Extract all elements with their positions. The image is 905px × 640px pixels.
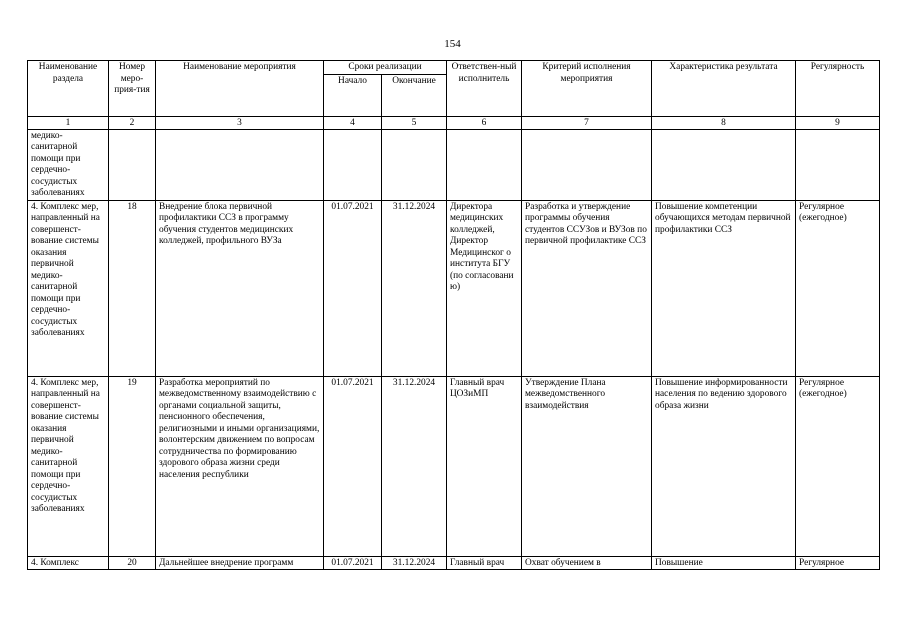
- result-cell: Повышение компетенции обучающихся методам первичной профилактики ССЗ: [652, 200, 796, 376]
- result-cell: Повышение информированности населения по ведению здорового образа жизни: [652, 376, 796, 556]
- header-row: [28, 61, 880, 75]
- start-cell: 01.07.2021: [324, 376, 382, 556]
- result-cell: [652, 129, 796, 200]
- end-cell: [382, 129, 447, 200]
- table-row: [28, 556, 880, 570]
- result-cell: Повышение: [652, 556, 796, 570]
- start-cell: 01.07.2021: [324, 556, 382, 570]
- column-number: 3: [156, 116, 324, 129]
- start-cell: [324, 129, 382, 200]
- criterion-cell: Разработка и утверждение программы обучения студентов ССУЗов и ВУЗов по первичной профилактике ССЗ: [522, 200, 652, 376]
- header-result: Характеристика результата: [652, 61, 796, 117]
- column-number: 9: [796, 116, 880, 129]
- column-number: 2: [109, 116, 156, 129]
- name-cell: Внедрение блока первичной профилактики ССЗ в программу обучения студентов медицинских колледжей, профильного ВУЗа: [156, 200, 324, 376]
- number-cell: [109, 129, 156, 200]
- name-cell: Дальнейшее внедрение программ: [156, 556, 324, 570]
- executor-cell: [447, 129, 522, 200]
- column-number-row: [28, 116, 880, 129]
- table-row: [28, 376, 880, 556]
- criterion-cell: Охват обучением в: [522, 556, 652, 570]
- column-number: 4: [324, 116, 382, 129]
- column-number: 7: [522, 116, 652, 129]
- number-cell: 19: [109, 376, 156, 556]
- table-row: [28, 129, 880, 200]
- header-number: Номер меро-прия-тия: [109, 61, 156, 117]
- executor-cell: Главный врач ЦОЗиМП: [447, 376, 522, 556]
- header-executor: Ответствен-ный исполнитель: [447, 61, 522, 117]
- section-cell: 4. Комплекс мер, направленный на совершенст-вование системы оказания первичной медико-санитарной помощи при сердечно-сосудистых заболеваниях: [28, 376, 109, 556]
- header-end: Окончание: [382, 74, 447, 116]
- section-cell: 4. Комплекс: [28, 556, 109, 570]
- regularity-cell: Регулярное (ежегодное): [796, 200, 880, 376]
- table-row: [28, 200, 880, 376]
- header-criterion: Критерий исполнения мероприятия: [522, 61, 652, 117]
- column-number: 1: [28, 116, 109, 129]
- criterion-cell: Утверждение Плана межведомственного взаимодействия: [522, 376, 652, 556]
- regularity-cell: Регулярное: [796, 556, 880, 570]
- regularity-cell: [796, 129, 880, 200]
- name-cell: Разработка мероприятий по межведомственному взаимодействию с органами социальной защиты, пенсионного обеспечения, религиозными и иными организациями, волонтерским движением по вопросам сотрудничества по формированию здорового образа жизни среди населения республики: [156, 376, 324, 556]
- header-start: Начало: [324, 74, 382, 116]
- column-number: 5: [382, 116, 447, 129]
- name-cell: [156, 129, 324, 200]
- header-regularity: Регулярность: [796, 61, 880, 117]
- number-cell: 18: [109, 200, 156, 376]
- executor-cell: Главный врач: [447, 556, 522, 570]
- start-cell: 01.07.2021: [324, 200, 382, 376]
- section-cell: 4. Комплекс мер, направленный на совершенст-вование системы оказания первичной медико-санитарной помощи при сердечно-сосудистых заболеваниях: [28, 200, 109, 376]
- number-cell: 20: [109, 556, 156, 570]
- end-cell: 31.12.2024: [382, 200, 447, 376]
- page-number: 154: [444, 38, 461, 50]
- column-number: 8: [652, 116, 796, 129]
- end-cell: 31.12.2024: [382, 556, 447, 570]
- end-cell: 31.12.2024: [382, 376, 447, 556]
- header-name: Наименование мероприятия: [156, 61, 324, 117]
- column-number: 6: [447, 116, 522, 129]
- activity-plan-table: [27, 60, 880, 570]
- regularity-cell: Регулярное (ежегодное): [796, 376, 880, 556]
- executor-cell: Директора медицинских колледжей, Директор Медицинског о института БГУ (по согласовани ю): [447, 200, 522, 376]
- section-cell: медико-санитарной помощи при сердечно-сосудистых заболеваниях: [28, 129, 109, 200]
- header-terms: Сроки реализации: [324, 61, 447, 75]
- header-section: Наименование раздела: [28, 61, 109, 117]
- criterion-cell: [522, 129, 652, 200]
